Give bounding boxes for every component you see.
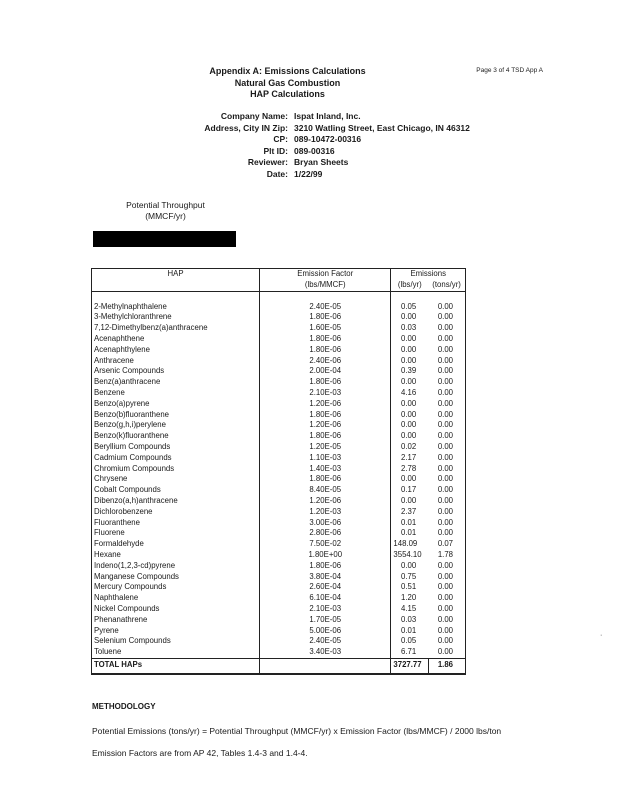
lbs-per-year-cell: 3554.10 [393, 549, 422, 559]
emission-factor-cell: 8.40E-05 [260, 485, 391, 496]
hap-name-cell: Cadmium Compounds [92, 453, 260, 464]
tons-per-year-cell: 0.00 [428, 410, 465, 421]
emission-factor-cell: 3.80E-04 [260, 572, 391, 583]
emissions-header-text: Emissions [410, 269, 446, 278]
page-number: Page 3 of 4 TSD App A [476, 67, 543, 74]
hap-name-cell: Nickel Compounds [92, 604, 260, 615]
methodology-heading: METHODOLOGY [92, 702, 156, 711]
table-row [92, 539, 466, 550]
table-row [92, 496, 466, 507]
lbs-per-year-cell: 148.09 [393, 539, 418, 549]
tons-per-year-cell: 0.00 [428, 302, 465, 313]
hap-name-cell: 7,12-Dimethylbenz(a)anthracene [92, 323, 260, 334]
emission-factor-cell: 3.00E-06 [260, 518, 391, 529]
hap-name-cell: Dibenzo(a,h)anthracene [92, 496, 260, 507]
company-name-row [120, 111, 470, 123]
tons-per-year-cell: 1.78 [428, 550, 465, 561]
table-row [92, 312, 466, 323]
tons-per-year-cell: 0.00 [428, 442, 465, 453]
lbs-per-year-cell: 0.00 [401, 398, 417, 408]
tons-per-year-header: (tons/yr) [428, 280, 465, 291]
hap-name-cell: Benz(a)anthracene [92, 377, 260, 388]
lbs-per-year-cell: 0.00 [401, 560, 417, 570]
tons-per-year-cell: 0.00 [428, 366, 465, 377]
table-row [92, 485, 466, 496]
table-row [92, 593, 466, 604]
table-row [92, 377, 466, 388]
cp-value: 089-10472-00316 [294, 134, 362, 144]
emission-factor-header: Emission Factor [260, 269, 391, 280]
tons-per-year-cell: 0.00 [428, 582, 465, 593]
throughput-line-1: Potential Throughput [126, 200, 205, 210]
company-name-value: Ispat Inland, Inc. [294, 111, 361, 121]
emission-factor-units: (lbs/MMCF) [260, 280, 391, 291]
methodology-source: Emission Factors are from AP 42, Tables 1.4-3 and 1.4-4. [92, 748, 308, 758]
table-row [92, 302, 466, 313]
lbs-per-year-cell: 0.00 [401, 355, 417, 365]
tons-per-year-cell: 0.00 [428, 388, 465, 399]
table-row [92, 615, 466, 626]
lbs-per-year-cell: 0.00 [401, 333, 417, 343]
hap-name-cell: 2-Methylnaphthalene [92, 302, 260, 313]
spacer-cell [92, 291, 260, 302]
emission-factor-cell: 2.60E-04 [260, 582, 391, 593]
emission-factor-cell: 1.70E-05 [260, 615, 391, 626]
throughput-line-2: (MMCF/yr) [145, 211, 186, 221]
emission-factor-cell: 1.20E-03 [260, 507, 391, 518]
hap-name-cell: Benzene [92, 388, 260, 399]
tons-per-year-cell: 0.00 [428, 377, 465, 388]
emission-factor-cell: 1.80E-06 [260, 377, 391, 388]
total-row [92, 658, 466, 674]
emission-factor-cell: 2.10E-03 [260, 388, 391, 399]
table-row [92, 626, 466, 637]
lbs-per-year-cell: 0.00 [401, 312, 417, 322]
hap-name-cell: Benzo(g,h,i)perylene [92, 420, 260, 431]
hap-name-cell: Naphthalene [92, 593, 260, 604]
tons-per-year-cell: 0.00 [428, 312, 465, 323]
lbs-per-year-cell: 1.20 [401, 593, 417, 603]
spacer-cell [260, 291, 391, 302]
lbs-per-year-cell: 4.16 [401, 387, 417, 397]
emission-factor-cell: 1.80E-06 [260, 474, 391, 485]
cp-label: CP: [273, 134, 288, 144]
hap-emissions-table [91, 268, 466, 675]
tons-per-year-cell: 0.00 [428, 593, 465, 604]
hap-name-cell: Manganese Compounds [92, 572, 260, 583]
table-body [92, 291, 466, 658]
table-row [92, 636, 466, 647]
tons-per-year-cell: 0.00 [428, 615, 465, 626]
table-row [92, 334, 466, 345]
table-row [92, 507, 466, 518]
table-row [92, 345, 466, 356]
table-row [92, 366, 466, 377]
table-row [92, 356, 466, 367]
lbs-per-year-cell: 0.01 [401, 625, 417, 635]
hap-name-cell: Beryllium Compounds [92, 442, 260, 453]
hap-name-cell: Benzo(b)fluoranthene [92, 410, 260, 421]
emissions-header [391, 269, 466, 280]
spacer-cell [428, 291, 465, 302]
total-ef-blank [260, 658, 391, 674]
tons-per-year-cell: 0.00 [428, 528, 465, 539]
tons-per-year-cell: 0.00 [428, 496, 465, 507]
tons-per-year-cell: 0.00 [428, 334, 465, 345]
spacer-cell [391, 291, 428, 302]
table-row [92, 474, 466, 485]
hap-name-cell: Arsenic Compounds [92, 366, 260, 377]
lbs-per-year-cell: 2.37 [401, 506, 417, 516]
table-row [92, 572, 466, 583]
emission-factor-cell: 2.80E-06 [260, 528, 391, 539]
redaction-bar [93, 231, 236, 247]
emission-factor-cell: 1.80E+00 [260, 550, 391, 561]
plant-id-value: 089-00316 [294, 145, 335, 156]
emission-factor-cell: 1.80E-06 [260, 431, 391, 442]
potential-throughput-label [118, 200, 213, 222]
tons-per-year-cell: 0.00 [428, 604, 465, 615]
emission-factor-cell: 1.80E-06 [260, 334, 391, 345]
emission-factor-cell: 5.00E-06 [260, 626, 391, 637]
lbs-per-year-cell: 0.01 [401, 517, 417, 527]
hap-name-cell: Pyrene [92, 626, 260, 637]
reviewer-value: Bryan Sheets [294, 157, 349, 167]
emission-factor-cell: 2.40E-05 [260, 636, 391, 647]
lbs-per-year-cell: 0.00 [401, 431, 417, 441]
table-spacer-row [92, 291, 466, 302]
emission-factor-cell: 2.10E-03 [260, 604, 391, 615]
lbs-per-year-cell: 0.00 [401, 495, 417, 505]
cp-row [120, 134, 470, 146]
table-row [92, 582, 466, 593]
emission-factor-cell: 1.10E-03 [260, 453, 391, 464]
hap-subheader-blank [92, 280, 260, 291]
table-row [92, 464, 466, 475]
hap-name-cell: Benzo(a)pyrene [92, 399, 260, 410]
lbs-per-year-cell: 0.05 [401, 301, 417, 311]
tons-per-year-cell: 0.00 [428, 572, 465, 583]
hap-name-cell: Toluene [92, 647, 260, 658]
tons-per-year-cell: 0.00 [428, 518, 465, 529]
table-row [92, 420, 466, 431]
hap-name-cell: Benzo(k)fluoranthene [92, 431, 260, 442]
table-row [92, 431, 466, 442]
title-line-3: HAP Calculations [250, 89, 325, 99]
tons-per-year-cell: 0.00 [428, 420, 465, 431]
total-label: TOTAL HAPs [92, 658, 260, 674]
table-row [92, 647, 466, 658]
emission-factor-cell: 7.50E-02 [260, 539, 391, 550]
hap-column-header: HAP [92, 269, 260, 280]
lbs-per-year-cell: 0.75 [401, 571, 417, 581]
lbs-per-year-cell: 0.03 [401, 614, 417, 624]
lbs-per-year-cell: 0.39 [401, 366, 417, 376]
date-label: Date: [266, 168, 288, 179]
emission-factor-cell: 1.80E-06 [260, 561, 391, 572]
date-value: 1/22/99 [294, 168, 323, 179]
lbs-per-year-cell: 2.17 [401, 452, 417, 462]
lbs-per-year-cell: 0.01 [401, 528, 417, 538]
table-header-row [92, 269, 466, 280]
company-info-block [120, 111, 470, 180]
lbs-per-year-cell: 2.78 [401, 463, 417, 473]
margin-mark: · [600, 632, 603, 639]
tons-per-year-cell: 0.07 [428, 539, 465, 550]
tons-per-year-cell: 0.00 [428, 636, 465, 647]
table-row [92, 550, 466, 561]
table-subheader-row [92, 280, 466, 291]
tons-per-year-cell: 0.00 [428, 431, 465, 442]
total-tons-per-year: 1.86 [428, 658, 465, 674]
emission-factor-cell: 1.80E-06 [260, 410, 391, 421]
table-row [92, 518, 466, 529]
hap-name-cell: Mercury Compounds [92, 582, 260, 593]
lbs-per-year-cell: 0.00 [401, 377, 417, 387]
tons-per-year-cell: 0.00 [428, 453, 465, 464]
hap-name-cell: Indeno(1,2,3-cd)pyrene [92, 561, 260, 572]
table-row [92, 604, 466, 615]
emission-factor-cell: 1.20E-06 [260, 420, 391, 431]
lbs-per-year-cell: 0.02 [401, 441, 417, 451]
hap-name-cell: Chromium Compounds [92, 464, 260, 475]
lbs-per-year-cell: 0.05 [401, 636, 417, 646]
total-lbs-per-year: 3727.77 [391, 658, 428, 674]
company-name-label: Company Name: [220, 111, 288, 121]
plant-id-label: Plt ID: [263, 145, 288, 156]
tons-per-year-cell: 0.00 [428, 464, 465, 475]
emission-factor-cell: 2.40E-06 [260, 356, 391, 367]
hap-name-cell: Dichlorobenzene [92, 507, 260, 518]
emission-factor-cell: 3.40E-03 [260, 647, 391, 658]
hap-name-cell: Selenium Compounds [92, 636, 260, 647]
table-row [92, 453, 466, 464]
hap-name-cell: Fluoranthene [92, 518, 260, 529]
table-row [92, 388, 466, 399]
address-value: 3210 Watling Street, East Chicago, IN 46312 [294, 122, 470, 133]
emission-factor-cell: 1.20E-06 [260, 399, 391, 410]
tons-per-year-cell: 0.00 [428, 323, 465, 334]
plant-id-row [120, 146, 470, 158]
lbs-per-year-cell: 0.03 [401, 323, 417, 333]
lbs-per-year-cell: 0.00 [401, 344, 417, 354]
emission-factor-cell: 1.40E-03 [260, 464, 391, 475]
emission-factor-cell: 2.00E-04 [260, 366, 391, 377]
hap-name-cell: Hexane [92, 550, 260, 561]
lbs-per-year-header: (lbs/yr) [391, 280, 428, 291]
hap-name-cell: Acenaphthene [92, 334, 260, 345]
date-row [120, 169, 470, 181]
emission-factor-cell: 2.40E-05 [260, 302, 391, 313]
table-row [92, 528, 466, 539]
tons-per-year-cell: 0.00 [428, 647, 465, 658]
reviewer-label: Reviewer: [247, 157, 288, 167]
hap-name-cell: Anthracene [92, 356, 260, 367]
lbs-per-year-cell: 0.00 [401, 474, 417, 484]
lbs-per-year-cell: 6.71 [391, 647, 428, 658]
address-label: Address, City IN Zip: [204, 122, 288, 133]
emission-factor-cell: 1.80E-06 [260, 345, 391, 356]
table-row [92, 323, 466, 334]
lbs-per-year-cell: 4.15 [401, 603, 417, 613]
lbs-per-year-cell: 0.00 [401, 409, 417, 419]
lbs-per-year-cell: 0.51 [401, 582, 417, 592]
tons-per-year-cell: 0.00 [428, 345, 465, 356]
tons-per-year-cell: 0.00 [428, 399, 465, 410]
emission-factor-cell: 1.60E-05 [260, 323, 391, 334]
tons-per-year-cell: 0.00 [428, 474, 465, 485]
emission-factor-cell: 1.20E-06 [260, 496, 391, 507]
address-row [120, 123, 470, 135]
hap-name-cell: Fluorene [92, 528, 260, 539]
reviewer-row [120, 157, 470, 169]
lbs-per-year-cell: 0.00 [401, 420, 417, 430]
hap-name-cell: 3-Methylchloranthrene [92, 312, 260, 323]
title-line-2: Natural Gas Combustion [234, 77, 341, 88]
table-row [92, 410, 466, 421]
hap-name-cell: Acenaphthylene [92, 345, 260, 356]
methodology-formula: Potential Emissions (tons/yr) = Potential Throughput (MMCF/yr) x Emission Factor (lbs/MMCF) / 2000 lbs/ton [92, 726, 502, 736]
tons-per-year-cell: 0.00 [428, 485, 465, 496]
emission-factor-cell: 1.80E-06 [260, 312, 391, 323]
hap-name-cell: Cobalt Compounds [92, 485, 260, 496]
tons-per-year-cell: 0.00 [428, 507, 465, 518]
tons-per-year-cell: 0.00 [428, 356, 465, 367]
title-line-1: Appendix A: Emissions Calculations [209, 66, 366, 76]
hap-name-cell: Chrysene [92, 474, 260, 485]
hap-name-cell: Phenanathrene [92, 615, 260, 626]
table-row [92, 561, 466, 572]
emission-factor-cell: 6.10E-04 [260, 593, 391, 604]
lbs-per-year-cell: 0.17 [401, 485, 417, 495]
table-row [92, 399, 466, 410]
hap-name-cell: Formaldehyde [92, 539, 260, 550]
table-row [92, 442, 466, 453]
tons-per-year-cell: 0.00 [428, 561, 465, 572]
tons-per-year-cell: 0.00 [428, 626, 465, 637]
emission-factor-cell: 1.20E-05 [260, 442, 391, 453]
